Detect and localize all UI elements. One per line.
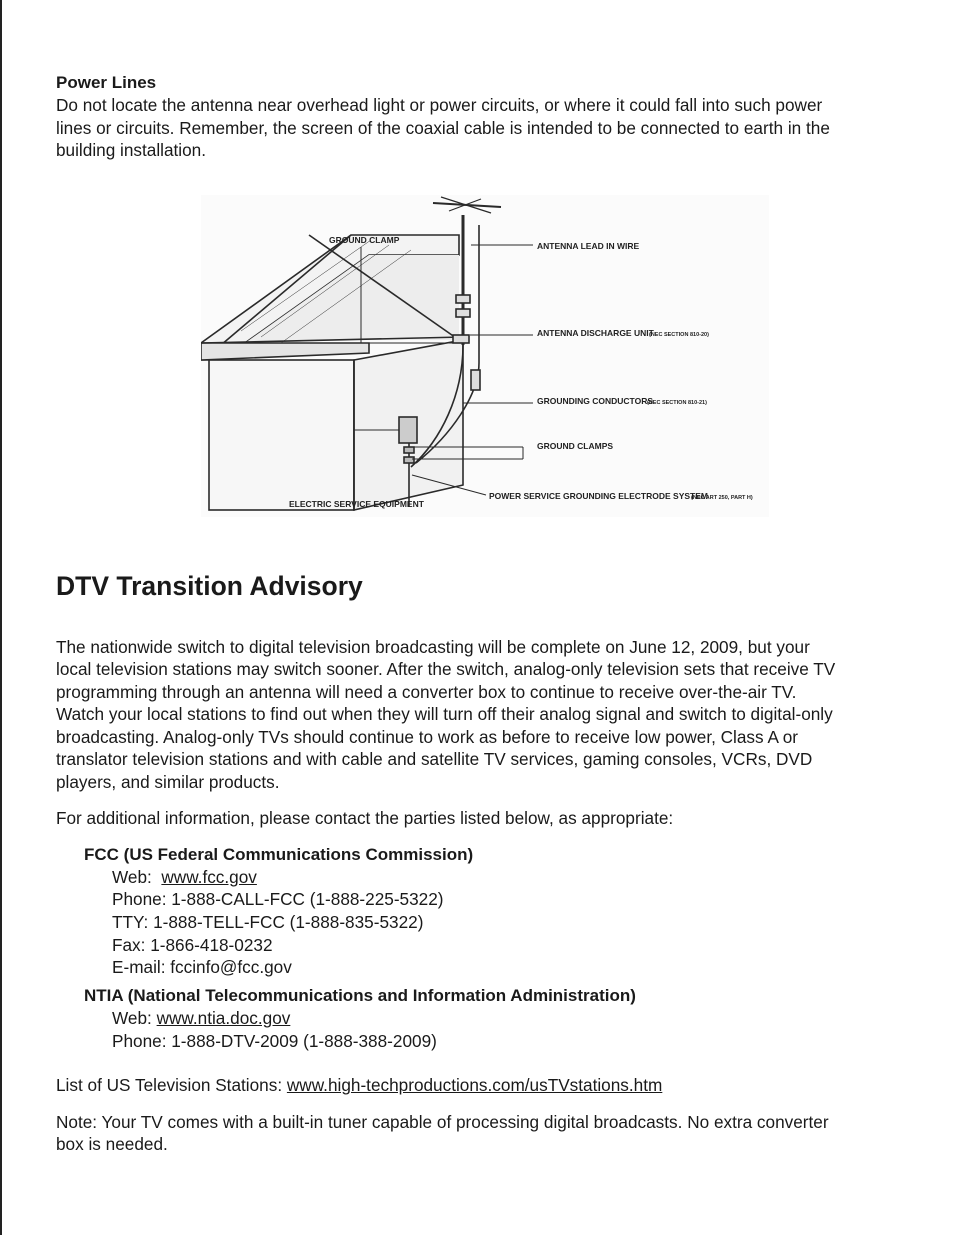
ntia-web-label: Web: bbox=[112, 1008, 152, 1029]
fcc-fax: Fax: 1-866-418-0232 bbox=[112, 934, 273, 955]
ntia-phone: Phone: 1-888-DTV-2009 (1-888-388-2009) bbox=[112, 1030, 437, 1051]
ntia-web-link[interactable]: www.ntia.doc.gov bbox=[156, 1008, 291, 1029]
fcc-contact-block bbox=[84, 844, 846, 980]
fcc-web-link[interactable]: www.fcc.gov bbox=[161, 866, 257, 887]
label-power-ref: (NEC ART 250, PART H) bbox=[691, 494, 753, 501]
dtv-title: DTV Transition Advisory bbox=[56, 570, 363, 601]
note-paragraph: Note: Your TV comes with a built-in tuner capable of processing digital broadcasts. No extra converter box is needed. bbox=[56, 1111, 829, 1155]
dtv-paragraph: The nationwide switch to digital television broadcasting will be complete on June 12, 2009, but your local television stations may switch sooner. After the switch, analog-only television sets that receive TV programming through an antenna will need a converter box to continue to receive over-the-air TV. Watch your local stations to find out when they will turn off their analog signal and switch to digital-only broadcasting. Analog-only TVs should continue to work as before to receive low power, Class A or translator television stations and with cable and satellite TV services, gaming consoles, VCRs, DVD players, and similar products. bbox=[56, 636, 836, 792]
fcc-email: E-mail: fccinfo@fcc.gov bbox=[112, 957, 292, 978]
fcc-phone: Phone: 1-888-CALL-FCC (1-888-225-5322) bbox=[112, 889, 444, 910]
label-antenna-discharge-unit: ANTENNA DISCHARGE UNIT bbox=[537, 327, 654, 338]
page-content bbox=[56, 72, 846, 1156]
stations-link[interactable]: www.high-techproductions.com/usTVstations.htm bbox=[286, 1075, 663, 1096]
stations-label: List of US Television Stations: bbox=[56, 1075, 283, 1096]
label-grounding-conductors: GROUNDING CONDUCTORS bbox=[537, 395, 654, 406]
ntia-contact-block bbox=[84, 985, 846, 1052]
label-discharge-ref: (NEC SECTION 810-20) bbox=[649, 331, 709, 338]
label-ground-clamps: GROUND CLAMPS bbox=[537, 440, 614, 451]
ntia-web-line bbox=[112, 1007, 846, 1030]
antenna-grounding-diagram bbox=[201, 195, 769, 517]
fcc-web-line bbox=[112, 866, 846, 889]
fcc-tty: TTY: 1-888-TELL-FCC (1-888-835-5322) bbox=[112, 911, 424, 932]
fcc-title: FCC (US Federal Communications Commission) bbox=[84, 844, 474, 864]
power-lines-heading: Power Lines bbox=[56, 73, 157, 92]
label-electric-service-equipment: ELECTRIC SERVICE EQUIPMENT bbox=[289, 498, 424, 509]
label-grounding-ref: (NEC SECTION 810-21) bbox=[647, 399, 707, 406]
label-power-service-grounding: POWER SERVICE GROUNDING ELECTRODE SYSTEM bbox=[489, 490, 708, 501]
label-ground-clamp: GROUND CLAMP bbox=[329, 234, 400, 245]
power-lines-text: Do not locate the antenna near overhead light or power circuits, or where it could fall into such power lines or circuits. Remember, the screen of the coaxial cable is intended to be connected to earth in the building installation. bbox=[56, 95, 830, 160]
diagram-svg bbox=[201, 195, 769, 517]
ntia-title: NTIA (National Telecommunications and Information Administration) bbox=[84, 986, 636, 1006]
stations-line bbox=[56, 1074, 846, 1097]
info-paragraph: For additional information, please contact the parties listed below, as appropriate: bbox=[56, 808, 674, 828]
fcc-web-label: Web: bbox=[112, 866, 152, 887]
label-antenna-lead-wire: ANTENNA LEAD IN WIRE bbox=[537, 240, 640, 251]
page-edge-rule bbox=[0, 0, 2, 1235]
